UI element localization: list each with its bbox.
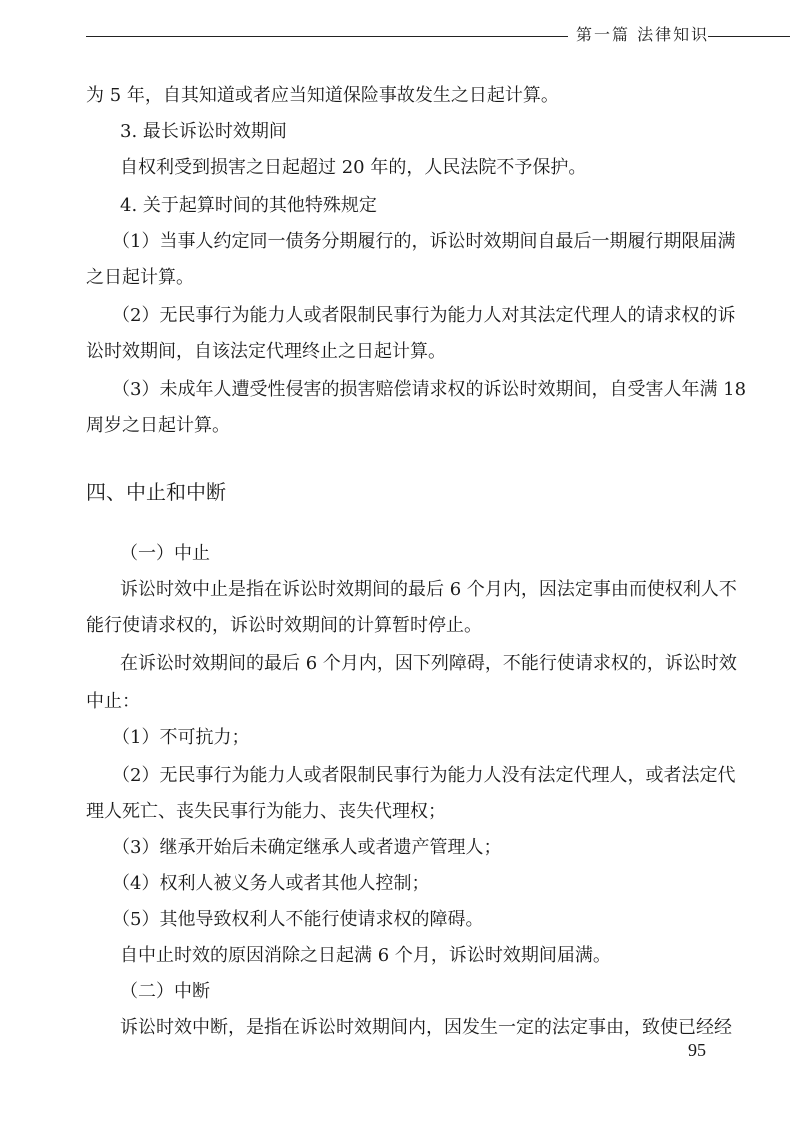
paragraph-line: （3）未成年人遭受性侵害的损害赔偿请求权的诉讼时效期间，自受害人年满 18	[112, 379, 747, 400]
paragraph-line: （1）当事人约定同一债务分期履行的，诉讼时效期间自最后一期履行期限届满	[112, 231, 736, 252]
list-item: （3）继承开始后未确定继承人或者遗产管理人；	[112, 837, 502, 858]
paragraph-line: 在诉讼时效期间的最后 6 个月内，因下列障碍，不能行使请求权的，诉讼时效	[120, 653, 737, 674]
header-rule-left	[86, 36, 568, 37]
item-heading-4: 4. 关于起算时间的其他特殊规定	[120, 195, 377, 216]
paragraph-line: 自权利受到损害之日起超过 20 年的，人民法院不予保护。	[120, 157, 587, 178]
page-number: 95	[688, 1040, 706, 1060]
paragraph-line: 诉讼时效中止是指在诉讼时效期间的最后 6 个月内，因法定事由而使权利人不	[120, 579, 737, 600]
header-rule-right	[708, 36, 790, 37]
paragraph-line: 之日起计算。	[86, 267, 194, 288]
paragraph-line: 周岁之日起计算。	[86, 415, 230, 436]
list-item: （1）不可抗力；	[112, 727, 250, 748]
list-item: （5）其他导致权利人不能行使请求权的障碍。	[112, 909, 484, 930]
list-item: （2）无民事行为能力人或者限制民事行为能力人没有法定代理人，或者法定代	[112, 765, 736, 786]
sub-heading-suspension: （一）中止	[120, 543, 210, 564]
list-item: （4）权利人被义务人或者其他人控制；	[112, 873, 430, 894]
running-header: 第一篇 法律知识	[576, 25, 710, 44]
paragraph-line: 讼时效期间，自该法定代理终止之日起计算。	[86, 341, 446, 362]
section-heading: 四、中止和中断	[86, 480, 226, 504]
sub-heading-interruption: （二）中断	[120, 981, 210, 1002]
list-item-continuation: 理人死亡、丧失民事行为能力、丧失代理权；	[86, 801, 446, 822]
paragraph-line: 诉讼时效中断，是指在诉讼时效期间内，因发生一定的法定事由，致使已经经	[120, 1017, 732, 1038]
paragraph-line: 中止：	[86, 691, 140, 712]
paragraph-line: 自中止时效的原因消除之日起满 6 个月，诉讼时效期间届满。	[120, 945, 611, 966]
paragraph-line: 为 5 年，自其知道或者应当知道保险事故发生之日起计算。	[86, 85, 559, 106]
paragraph-line: （2）无民事行为能力人或者限制民事行为能力人对其法定代理人的请求权的诉	[112, 305, 736, 326]
item-heading-3: 3. 最长诉讼时效期间	[120, 121, 287, 142]
paragraph-line: 能行使请求权的，诉讼时效期间的计算暂时停止。	[86, 615, 482, 636]
